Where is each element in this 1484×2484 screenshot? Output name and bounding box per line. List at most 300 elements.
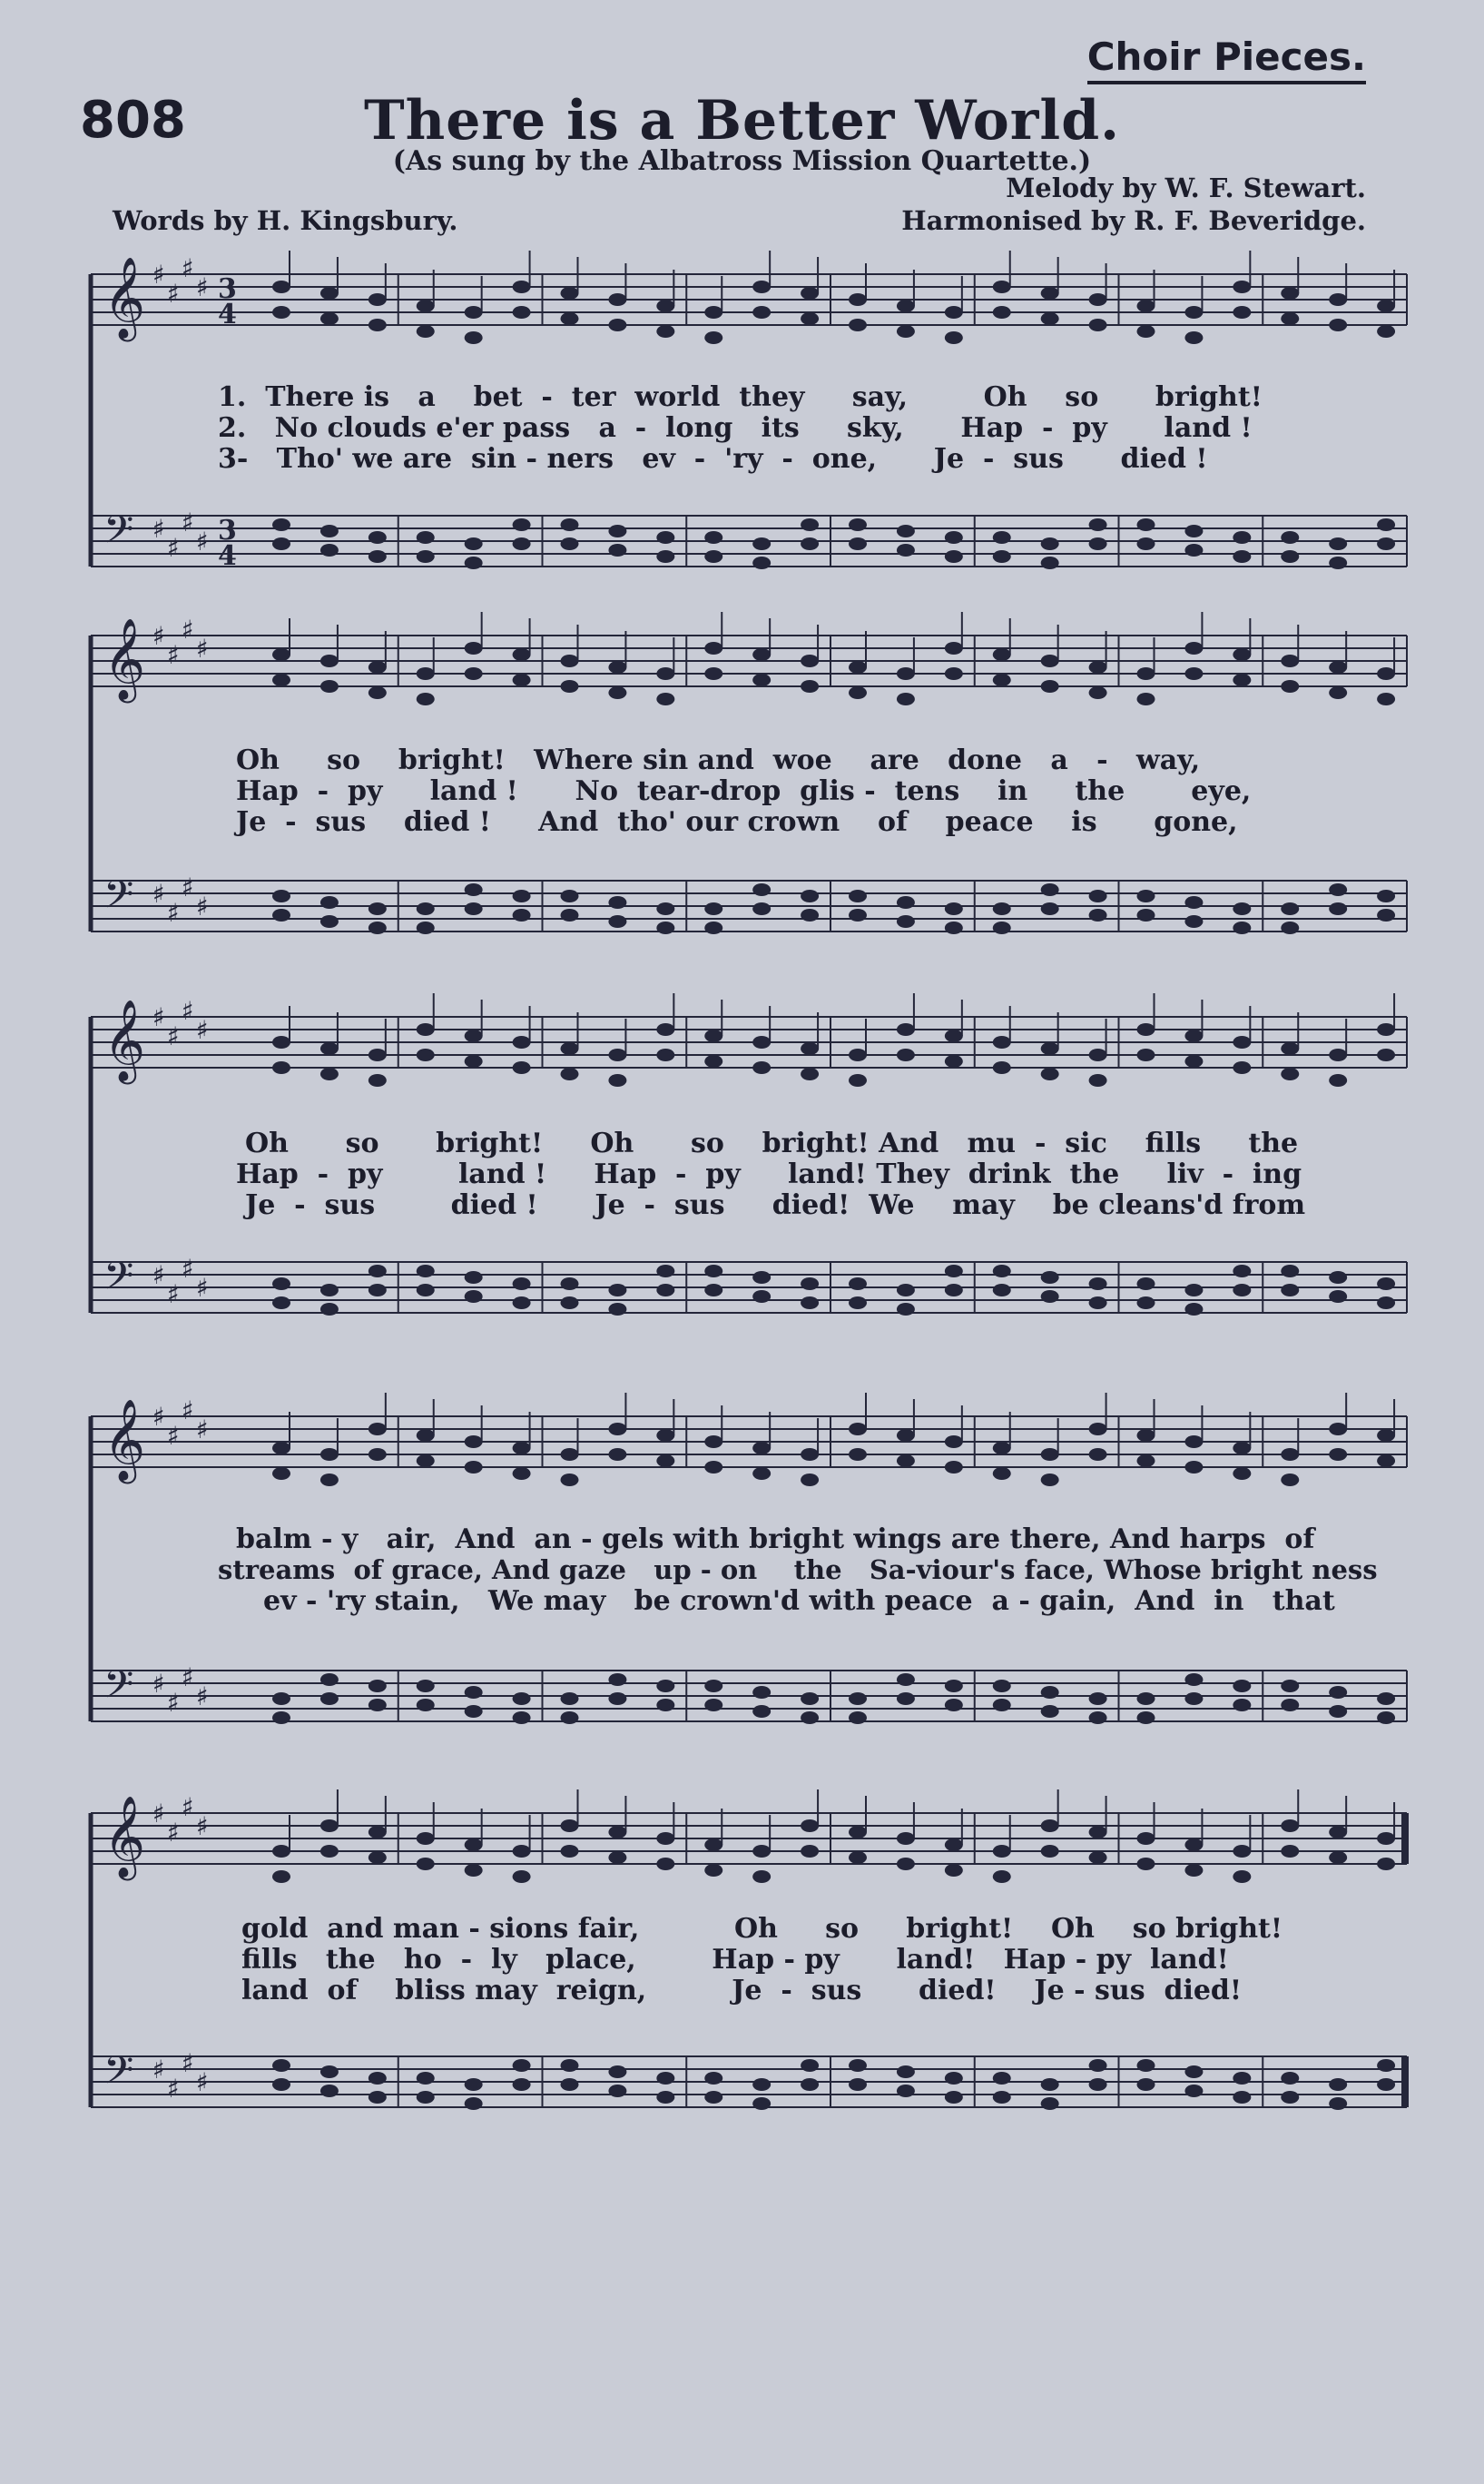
note-head (608, 525, 626, 537)
note-head (417, 1454, 435, 1467)
note-head (608, 1692, 626, 1705)
note-head (1089, 1296, 1107, 1309)
note-head (417, 922, 435, 934)
note-head (849, 1074, 867, 1087)
note-head (945, 331, 963, 344)
sharp-icon: ♯ (196, 634, 209, 664)
note-head (417, 300, 435, 312)
note-head (993, 1845, 1011, 1858)
verse-3-line: ev - 'ry stain, We may be crown'd with peace a - gain, And in that (263, 1585, 1335, 1617)
note-head (608, 1284, 626, 1296)
sharp-icon: ♯ (167, 640, 180, 670)
time-signature-top: 3 (218, 515, 237, 547)
note-head (945, 1265, 963, 1277)
note-head (704, 1838, 722, 1851)
sharp-icon: ♯ (167, 898, 180, 928)
note-head (849, 2059, 867, 2072)
note-head (1041, 2097, 1059, 2110)
note-head (945, 642, 963, 655)
note-head (1184, 2065, 1203, 2078)
note-head (561, 1296, 579, 1309)
time-signature-bottom: 4 (218, 540, 237, 572)
note-head (656, 1023, 674, 1036)
note-head (1377, 537, 1395, 550)
note-head (608, 544, 626, 557)
sharp-icon: ♯ (167, 533, 180, 563)
note-head (1137, 1049, 1155, 1061)
final-bar-line (1401, 1813, 1409, 1864)
note-head (993, 1699, 1011, 1711)
treble-clef-icon: 𝄞 (103, 1796, 146, 1878)
note-head (513, 1442, 531, 1454)
note-head (1137, 1454, 1155, 1467)
treble-clef-icon: 𝄞 (103, 618, 146, 700)
sharp-icon: ♯ (152, 879, 165, 909)
note-head (752, 1290, 771, 1303)
sharp-icon: ♯ (196, 1015, 209, 1045)
hymn-subtitle: (As sung by the Albatross Mission Quartette.) (392, 145, 1092, 177)
note-head (1377, 909, 1395, 922)
note-head (849, 1277, 867, 1290)
note-head (513, 281, 531, 293)
note-head (801, 890, 819, 902)
note-head (465, 331, 483, 344)
note-head (561, 518, 579, 531)
note-head (1329, 1448, 1347, 1461)
note-head (369, 1851, 387, 1864)
note-head (993, 674, 1011, 686)
note-head (1184, 1055, 1203, 1068)
note-head (272, 1870, 290, 1883)
note-head (272, 909, 290, 922)
note-head (1329, 1705, 1347, 1718)
note-head (1377, 693, 1395, 705)
note-head (945, 1284, 963, 1296)
note-head (1184, 1838, 1203, 1851)
note-head (849, 1296, 867, 1309)
note-head (801, 312, 819, 325)
note-head (704, 1699, 722, 1711)
sharp-icon: ♯ (182, 1792, 194, 1822)
note-head (320, 2085, 339, 2097)
note-head (369, 1680, 387, 1692)
note-head (1089, 537, 1107, 550)
sharp-icon: ♯ (167, 1688, 180, 1718)
note-head (1281, 1819, 1299, 1832)
note-head (1233, 922, 1251, 934)
note-head (1137, 1023, 1155, 1036)
note-head (849, 518, 867, 531)
note-head (465, 1271, 483, 1284)
note-head (656, 1832, 674, 1845)
note-head (1233, 2091, 1251, 2104)
note-head (608, 1423, 626, 1435)
note-head (1281, 1068, 1299, 1080)
note-head (1329, 293, 1347, 306)
note-head (1184, 1435, 1203, 1448)
note-head (1041, 1271, 1059, 1284)
note-head (656, 667, 674, 680)
note-head (417, 2072, 435, 2085)
note-head (897, 525, 915, 537)
verse-1-line: balm - y air, And an - gels with bright wings are there, And harps of (236, 1523, 1315, 1555)
note-head (608, 1303, 626, 1316)
note-head (849, 1692, 867, 1705)
note-head (1041, 1068, 1059, 1080)
note-head (1184, 306, 1203, 319)
sharp-icon: ♯ (152, 1669, 165, 1699)
note-head (1041, 1290, 1059, 1303)
note-head (704, 2091, 722, 2104)
note-head (1137, 325, 1155, 338)
note-head (993, 1265, 1011, 1277)
note-head (993, 902, 1011, 915)
sharp-icon: ♯ (196, 892, 209, 922)
note-head (465, 1055, 483, 1068)
note-head (801, 1042, 819, 1055)
bass-clef-icon: 𝄢 (103, 508, 134, 562)
note-head (945, 1461, 963, 1474)
note-head (465, 902, 483, 915)
note-head (897, 1832, 915, 1845)
note-head (945, 667, 963, 680)
note-head (1281, 531, 1299, 544)
note-head (272, 890, 290, 902)
note-head (1329, 661, 1347, 674)
note-head (1233, 1845, 1251, 1858)
note-head (320, 1284, 339, 1296)
note-head (1281, 1448, 1299, 1461)
verse-2-line: streams of grace, And gaze up - on the Sa-viour's face, Whose bright ness (218, 1554, 1378, 1585)
note-head (1281, 550, 1299, 563)
note-head (417, 902, 435, 915)
note-head (320, 1819, 339, 1832)
sharp-icon: ♯ (196, 1681, 209, 1711)
note-head (704, 331, 722, 344)
note-head (608, 1074, 626, 1087)
note-head (849, 1049, 867, 1061)
note-head (849, 661, 867, 674)
note-head (1377, 667, 1395, 680)
note-head (656, 531, 674, 544)
note-head (752, 1845, 771, 1858)
note-head (513, 2078, 531, 2091)
note-head (513, 890, 531, 902)
note-head (369, 1284, 387, 1296)
note-head (849, 1711, 867, 1724)
note-head (993, 281, 1011, 293)
note-head (656, 1699, 674, 1711)
note-head (993, 1467, 1011, 1480)
note-head (465, 2097, 483, 2110)
note-head (993, 1036, 1011, 1049)
note-head (1137, 2078, 1155, 2091)
note-head (897, 1454, 915, 1467)
note-head (272, 1442, 290, 1454)
note-head (945, 2091, 963, 2104)
note-head (561, 1819, 579, 1832)
note-head (801, 1474, 819, 1486)
note-head (465, 667, 483, 680)
note-head (1089, 1851, 1107, 1864)
note-head (465, 306, 483, 319)
note-head (1329, 686, 1347, 699)
note-head (1184, 2085, 1203, 2097)
note-head (1233, 902, 1251, 915)
music-system-5 (73, 1784, 1416, 2165)
verse-2-line: Hap - py land ! Hap - py land! They drink the liv - ing (236, 1158, 1302, 1190)
note-head (656, 693, 674, 705)
sharp-icon: ♯ (182, 1254, 194, 1284)
note-head (513, 1692, 531, 1705)
note-head (993, 1680, 1011, 1692)
verse-3-line: Je - sus died ! Je - sus died! We may be cleans'd from (245, 1189, 1306, 1221)
note-head (752, 2097, 771, 2110)
note-head (897, 2085, 915, 2097)
note-head (417, 2091, 435, 2104)
note-head (656, 1265, 674, 1277)
note-head (417, 693, 435, 705)
sharp-icon: ♯ (167, 1021, 180, 1051)
note-head (752, 1036, 771, 1049)
note-head (1041, 883, 1059, 896)
note-head (417, 667, 435, 680)
sharp-icon: ♯ (196, 527, 209, 557)
note-head (417, 1265, 435, 1277)
note-head (849, 1448, 867, 1461)
note-head (897, 2065, 915, 2078)
note-head (1329, 1271, 1347, 1284)
note-head (1281, 922, 1299, 934)
note-head (320, 1303, 339, 1316)
note-head (849, 686, 867, 699)
note-head (369, 661, 387, 674)
note-head (1041, 1448, 1059, 1461)
note-head (513, 537, 531, 550)
note-head (1089, 319, 1107, 331)
note-head (1233, 2072, 1251, 2085)
bass-clef-icon: 𝄢 (103, 1254, 134, 1308)
note-head (704, 1864, 722, 1877)
note-head (801, 1845, 819, 1858)
note-head (1089, 1049, 1107, 1061)
note-head (320, 1845, 339, 1858)
note-head (1233, 648, 1251, 661)
note-head (320, 1448, 339, 1461)
treble-clef-icon: 𝄞 (103, 1000, 146, 1081)
note-head (513, 674, 531, 686)
note-head (849, 1826, 867, 1838)
note-head (752, 1271, 771, 1284)
music-system-2 (73, 608, 1416, 990)
note-head (897, 544, 915, 557)
note-head (849, 2078, 867, 2091)
sharp-icon: ♯ (182, 1662, 194, 1692)
note-head (849, 319, 867, 331)
note-head (465, 1030, 483, 1042)
verse-1-line: Oh so bright! Oh so bright! And mu - sic fills the (245, 1128, 1299, 1159)
note-head (608, 1448, 626, 1461)
note-head (272, 1711, 290, 1724)
sharp-icon: ♯ (196, 2067, 209, 2097)
final-bar-line (1401, 2056, 1409, 2107)
note-head (656, 922, 674, 934)
note-head (1184, 915, 1203, 928)
sharp-icon: ♯ (182, 253, 194, 283)
verse-1-line: Oh so bright! Where sin and woe are done a - way, (236, 744, 1201, 776)
note-head (1233, 306, 1251, 319)
note-head (1089, 1423, 1107, 1435)
note-head (1041, 312, 1059, 325)
note-head (945, 1864, 963, 1877)
note-head (465, 537, 483, 550)
note-head (465, 1864, 483, 1877)
sharp-icon: ♯ (196, 1414, 209, 1444)
note-head (465, 642, 483, 655)
note-head (945, 2072, 963, 2085)
note-head (1329, 902, 1347, 915)
note-head (369, 2091, 387, 2104)
note-head (417, 1680, 435, 1692)
sharp-icon: ♯ (167, 279, 180, 309)
note-head (897, 896, 915, 909)
note-head (801, 1448, 819, 1461)
note-head (1089, 293, 1107, 306)
verse-3-line: Je - sus died ! And tho' our crown of peace is gone, (236, 806, 1238, 838)
note-head (320, 544, 339, 557)
note-head (1041, 680, 1059, 693)
time-signature-top: 3 (218, 273, 237, 305)
note-head (897, 1429, 915, 1442)
note-head (849, 909, 867, 922)
note-head (1184, 1673, 1203, 1686)
note-head (752, 1467, 771, 1480)
note-head (1233, 281, 1251, 293)
note-head (1329, 1049, 1347, 1061)
note-head (1041, 1474, 1059, 1486)
note-head (1137, 1832, 1155, 1845)
melody-credit: Melody by W. F. Stewart. (1006, 172, 1366, 203)
note-head (704, 1435, 722, 1448)
note-head (465, 1290, 483, 1303)
note-head (1377, 1049, 1395, 1061)
note-head (1184, 667, 1203, 680)
note-head (272, 1845, 290, 1858)
note-head (272, 306, 290, 319)
note-head (1137, 693, 1155, 705)
note-head (1281, 1042, 1299, 1055)
note-head (1281, 902, 1299, 915)
bass-clef-icon: 𝄢 (103, 872, 134, 927)
sharp-icon: ♯ (167, 1818, 180, 1848)
note-head (417, 531, 435, 544)
note-head (1184, 1864, 1203, 1877)
note-head (513, 1845, 531, 1858)
note-head (1377, 2059, 1395, 2072)
note-head (417, 1832, 435, 1845)
note-head (417, 1858, 435, 1870)
note-head (417, 1023, 435, 1036)
sharp-icon: ♯ (167, 2074, 180, 2104)
note-head (945, 1435, 963, 1448)
note-head (320, 896, 339, 909)
note-head (1329, 2078, 1347, 2091)
harmony-credit: Harmonised by R. F. Beveridge. (901, 205, 1366, 236)
note-head (272, 518, 290, 531)
note-head (1281, 1845, 1299, 1858)
note-head (465, 557, 483, 569)
note-head (945, 1680, 963, 1692)
note-head (1089, 1277, 1107, 1290)
bass-clef-icon: 𝄢 (103, 1662, 134, 1717)
note-head (1233, 1467, 1251, 1480)
note-head (801, 537, 819, 550)
note-head (897, 1692, 915, 1705)
note-head (608, 1826, 626, 1838)
note-head (704, 1055, 722, 1068)
note-head (1041, 655, 1059, 667)
note-head (1184, 1303, 1203, 1316)
note-head (417, 550, 435, 563)
note-head (465, 2078, 483, 2091)
note-head (513, 648, 531, 661)
note-head (320, 1673, 339, 1686)
note-head (1184, 896, 1203, 909)
note-head (1377, 1277, 1395, 1290)
note-head (704, 1284, 722, 1296)
note-head (561, 1068, 579, 1080)
note-head (1184, 525, 1203, 537)
note-head (320, 915, 339, 928)
note-head (993, 2072, 1011, 2085)
note-head (513, 518, 531, 531)
note-head (656, 2072, 674, 2085)
note-head (752, 1870, 771, 1883)
note-head (417, 1699, 435, 1711)
sharp-icon: ♯ (196, 1273, 209, 1303)
note-head (945, 1030, 963, 1042)
note-head (704, 550, 722, 563)
note-head (993, 922, 1011, 934)
note-head (1377, 1711, 1395, 1724)
note-head (993, 550, 1011, 563)
note-head (945, 922, 963, 934)
sharp-icon: ♯ (152, 2055, 165, 2085)
sharp-icon: ♯ (196, 272, 209, 302)
note-head (608, 1851, 626, 1864)
note-head (1184, 1284, 1203, 1296)
note-head (272, 1061, 290, 1074)
note-head (993, 648, 1011, 661)
note-head (272, 2078, 290, 2091)
note-head (369, 1448, 387, 1461)
note-head (801, 909, 819, 922)
note-head (1137, 1711, 1155, 1724)
note-head (752, 674, 771, 686)
note-head (1137, 2059, 1155, 2072)
note-head (561, 1277, 579, 1290)
sharp-icon: ♯ (152, 1260, 165, 1290)
note-head (1377, 1692, 1395, 1705)
note-head (513, 306, 531, 319)
note-head (704, 531, 722, 544)
note-head (1184, 1692, 1203, 1705)
words-credit: Words by H. Kingsbury. (113, 205, 458, 236)
note-head (752, 1061, 771, 1074)
note-head (1329, 883, 1347, 896)
note-head (1329, 1851, 1347, 1864)
note-head (465, 883, 483, 896)
